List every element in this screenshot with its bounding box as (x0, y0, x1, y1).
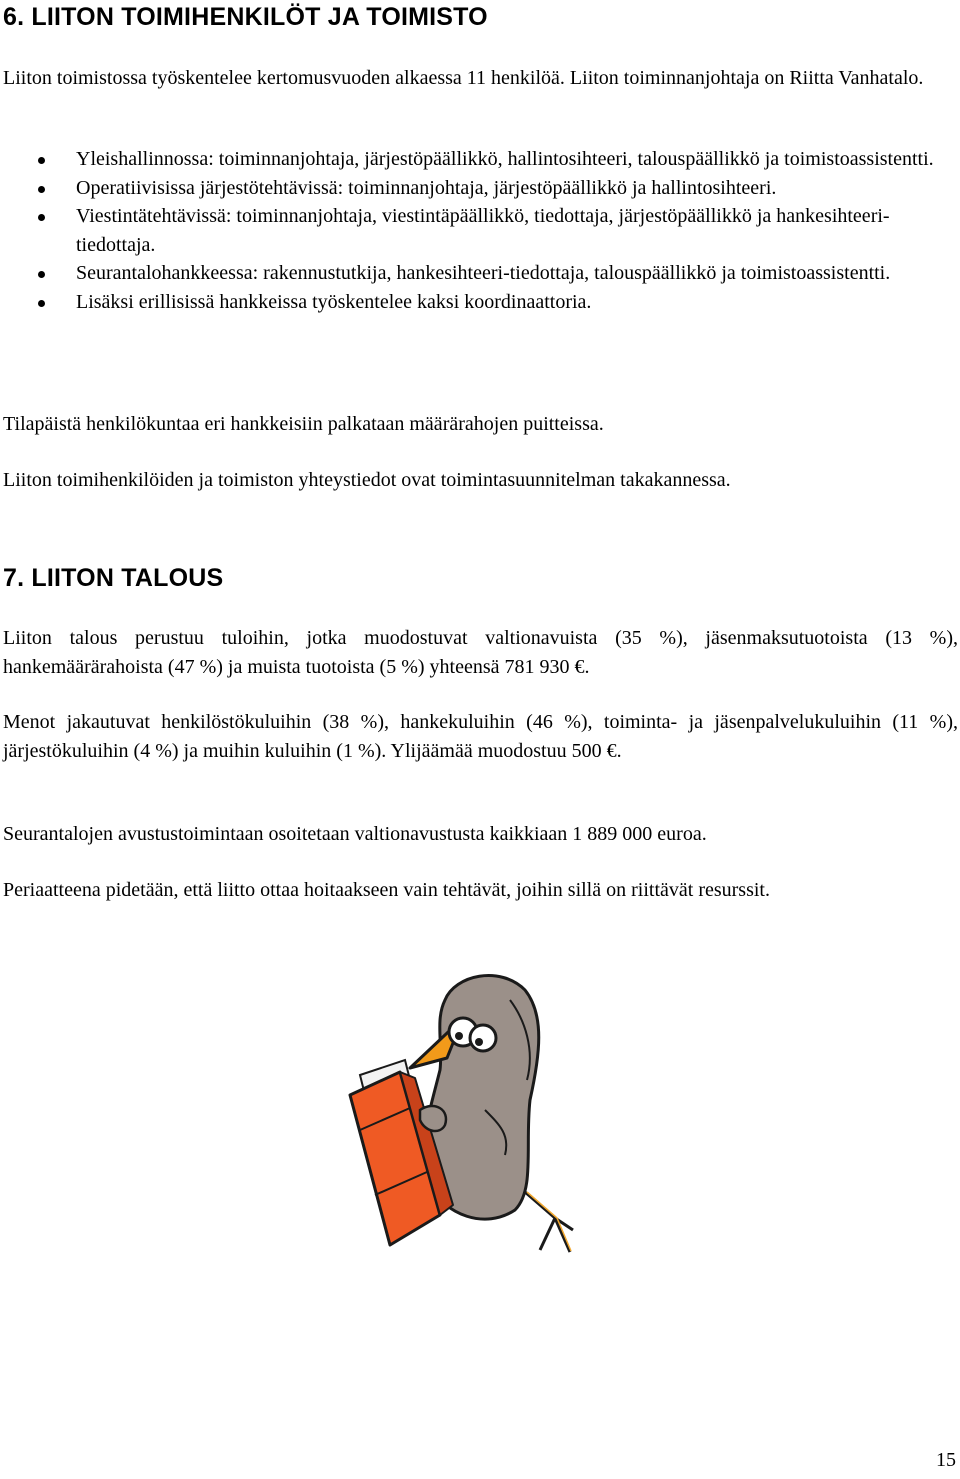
list-item: Operatiivisissa järjestötehtävissä: toiminnanjohtaja, järjestöpäällikkö ja hallintosihteeri. (0, 174, 936, 203)
bullet-icon (38, 157, 45, 164)
bullet-icon (38, 300, 45, 307)
reading-bird-illustration (335, 960, 580, 1255)
list-item: Lisäksi erillisissä hankkeissa työskentelee kaksi koordinaattoria. (0, 288, 936, 317)
section-6-heading: 6. LIITON TOIMIHENKILÖT JA TOIMISTO (3, 3, 488, 31)
expenses-paragraph: Menot jakautuvat henkilöstökuluihin (38 %), hankekuluihin (46 %), toiminta- ja jäsenpalvelukuluihin (11 %), järjestökuluihin (4 %) ja muihin kuluihin (1 %). Ylijäämää muodostuu 500 €. (3, 711, 958, 762)
seurantalo-grant-paragraph: Seurantalojen avustustoimintaan osoitetaan valtionavustusta kaikkiaan 1 889 000 euroa. (3, 823, 707, 845)
staff-bullet-list (0, 145, 960, 316)
principle-paragraph: Periaatteena pidetään, että liitto ottaa hoitaakseen vain tehtävät, joihin sillä on riittävät resurssit. (3, 879, 770, 901)
bullet-icon (38, 271, 45, 278)
page-number: 15 (936, 1449, 956, 1471)
section-6-intro: Liiton toimistossa työskentelee kertomusvuoden alkaessa 11 henkilöä. Liiton toiminnanjohtaja on Riitta Vanhatalo. (3, 67, 924, 89)
list-item: Seurantalohankkeessa: rakennustutkija, hankesihteeri-tiedottaja, talouspäällikkö ja toimistoassistentti. (0, 259, 936, 288)
bullet-icon (38, 186, 45, 193)
list-item: Yleishallinnossa: toiminnanjohtaja, järjestöpäällikkö, hallintosihteeri, talouspäällikkö ja toimistoassistentti. (0, 145, 936, 174)
bullet-icon (38, 214, 45, 221)
income-paragraph: Liiton talous perustuu tuloihin, jotka muodostuvat valtionavuista (35 %), jäsenmaksutuotoista (13 %), hankemäärärahoista (47 %) ja muista tuotoista (5 %) yhteensä 781 930 €. (3, 627, 958, 678)
section-7-heading: 7. LIITON TALOUS (3, 564, 224, 592)
list-item: Viestintätehtävissä: toiminnanjohtaja, viestintäpäällikkö, tiedottaja, järjestöpäällikkö ja hankesihteeri-tiedottaja. (0, 202, 936, 259)
contact-info-paragraph: Liiton toimihenkilöiden ja toimiston yhteystiedot ovat toimintasuunnitelman takakannessa. (3, 469, 731, 491)
temp-staff-paragraph: Tilapäistä henkilökuntaa eri hankkeisiin palkataan määrärahojen puitteissa. (3, 413, 604, 435)
